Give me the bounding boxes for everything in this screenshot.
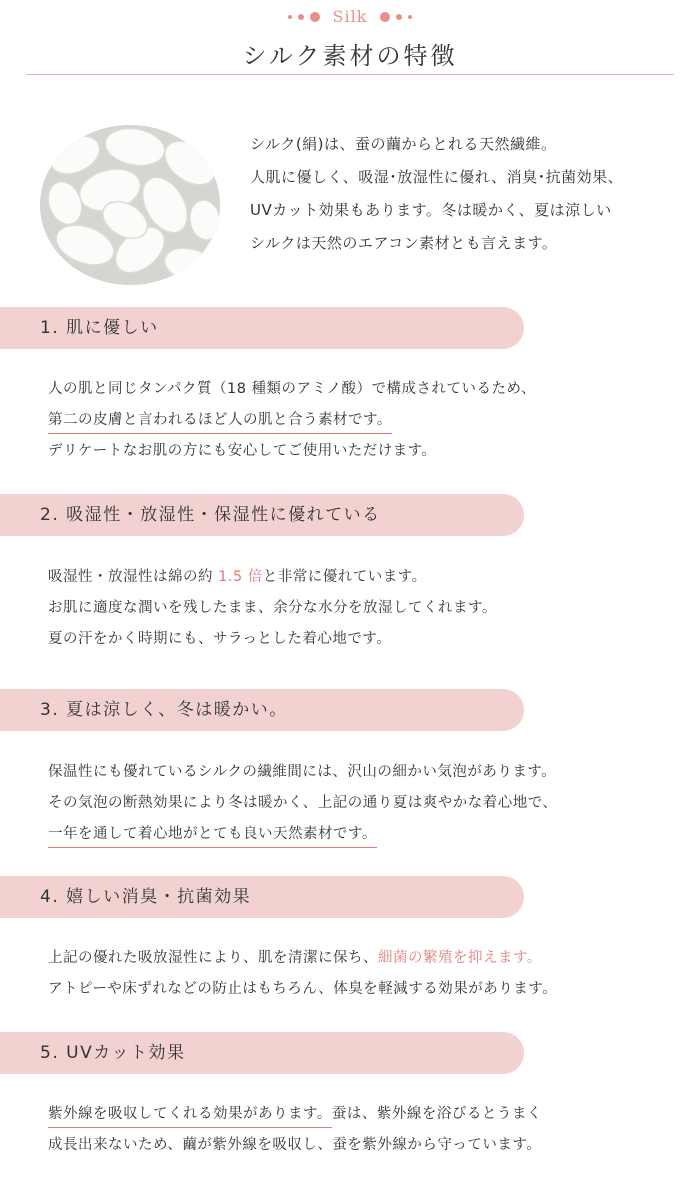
intro-line: 人肌に優しく、吸湿･放湿性に優れ、消臭･抗菌効果、: [250, 168, 624, 186]
body-line: 保温性にも優れているシルクの繊維間には、沢山の細かい気泡があります。: [48, 764, 557, 780]
silk-ornament: [0, 7, 700, 26]
underlined-text: 第二の皮膚と言われるほど人の肌と合う素材です。: [48, 407, 392, 434]
section-title: 4. 嬉しい消臭・抗菌効果: [40, 887, 252, 907]
body-line: その気泡の断熱効果により冬は暖かく、上記の通り夏は爽やかな着心地で、: [48, 795, 558, 811]
section-title: 2. 吸湿性・放湿性・保湿性に優れている: [40, 505, 381, 525]
highlight-text: 1.5 倍: [218, 569, 263, 585]
silk-word: Silk: [332, 7, 368, 26]
body-line: デリケートなお肌の方にも安心してご使用いただけます。: [48, 443, 437, 459]
body-line: アトピーや床ずれなどの防止はもちろん、体臭を軽減する効果があります。: [48, 981, 558, 997]
section-heading-2: [0, 494, 524, 536]
highlight-text: 細菌の繁殖を抑えます。: [378, 950, 542, 966]
ornament-dot: [288, 15, 292, 19]
ornament-dot: [298, 14, 304, 20]
ornament-dot: [396, 14, 402, 20]
section-heading-3: [0, 689, 524, 731]
title-divider: [26, 74, 674, 75]
section-body-2: [48, 562, 688, 655]
underlined-text: 紫外線を吸収してくれる効果があります。: [48, 1101, 332, 1128]
body-line: お肌に適度な潤いを残したまま、余分な水分を放湿してくれます。: [48, 600, 497, 616]
body-line: 人の肌と同じタンパク質（18 種類のアミノ酸）で構成されているため、: [48, 381, 536, 397]
section-body-1: [48, 374, 688, 467]
section-body-3: [48, 757, 688, 850]
body-line: 吸湿性・放湿性は綿の約 1.5 倍と非常に優れています。: [48, 569, 427, 585]
intro-line: UVカット効果もあります。冬は暖かく、夏は涼しい: [250, 201, 612, 219]
body-line: 上記の優れた吸放湿性により、肌を清潔に保ち、細菌の繁殖を抑えます。: [48, 950, 542, 966]
underlined-text: 一年を通して着心地がとても良い天然素材です。: [48, 821, 377, 848]
silk-cocoon-image: [40, 125, 220, 285]
section-title: 5. UVカット効果: [40, 1043, 186, 1063]
body-line: 夏の汗をかく時期にも、サラっとした着心地です。: [48, 631, 392, 647]
ornament-dot: [380, 12, 390, 22]
ornament-dot: [408, 15, 412, 19]
page-header: [0, 0, 700, 80]
intro-text: [250, 128, 690, 260]
section-body-4: [48, 943, 688, 1005]
section-heading-1: [0, 307, 524, 349]
section-title: 1. 肌に優しい: [40, 318, 159, 338]
body-line: 紫外線を吸収してくれる効果があります。蚕は、紫外線を浴びるとうまく: [48, 1099, 688, 1130]
section-heading-4: [0, 876, 524, 918]
body-line: 成長出来ないため、繭が紫外線を吸収し、蚕を紫外線から守っています。: [48, 1137, 542, 1153]
ornament-dot: [310, 12, 320, 22]
section-heading-5: [0, 1032, 524, 1074]
section-title: 3. 夏は涼しく、冬は暖かい。: [40, 700, 288, 720]
section-body-5: [48, 1099, 688, 1161]
page-title: シルク素材の特徴: [242, 42, 458, 70]
intro-line: シルクは天然のエアコン素材とも言えます。: [250, 234, 558, 252]
intro-line: シルク(絹)は、蚕の繭からとれる天然繊維。: [250, 135, 557, 153]
